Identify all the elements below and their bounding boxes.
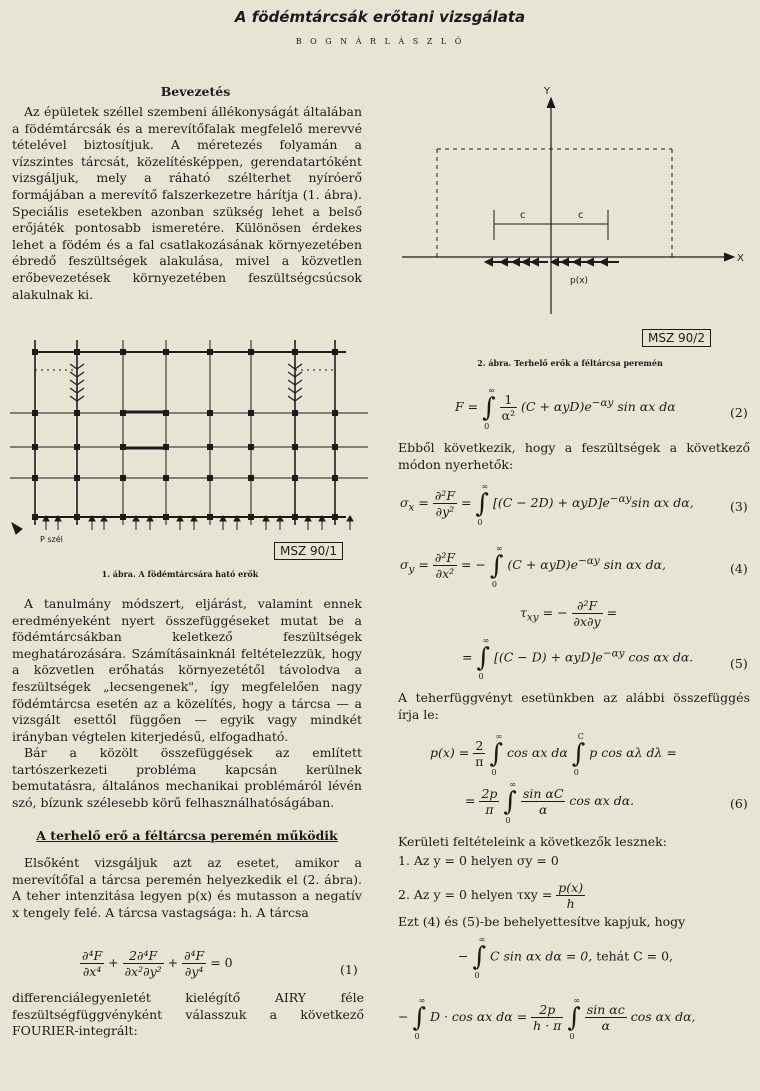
- heading-section-2: A terhelő erő a féltárcsa peremén működik: [36, 828, 338, 843]
- eq5-number: (5): [730, 656, 748, 671]
- fig1-stamp: MSZ 90/1: [274, 542, 343, 560]
- figure-1: [10, 330, 368, 555]
- paragraph-4: Elsőként vizsgáljuk azt az esetet, amikor a merevítőfal a tárcsa peremén helyezkedik el (2. ábra). A teher intenzitása legyen p(x) és mutasson a negatív x tengely felé. A tárcsa vastagsága: h. A tárcsa: [12, 855, 362, 920]
- load-px-label: p(x): [570, 276, 589, 286]
- fig2-caption: 2. ábra. Terhelő erők a féltárcsa peremén: [477, 358, 663, 368]
- eq3-number: (3): [730, 499, 748, 514]
- condition-2-text: 2. Az y = 0 helyen τxy =: [398, 887, 553, 902]
- result-2: − ∫ ∞ 0 D · cos αx dα = $\frac{2p}{h \cdot \pi}$ ∫ ∞ 0 $\frac{\text{sin αc}}{\alpha}$ cos αx dα,: [398, 995, 696, 1041]
- equation-5b: = ∫ ∞ 0 $[(C - D) + \alpha yD]e^{-\alpha y}$ cos αx dα.: [462, 636, 694, 681]
- heading-intro: Bevezetés: [160, 84, 231, 99]
- figure-2: [392, 82, 760, 322]
- text-b: A teherfüggvényt esetünkben az alábbi összefüggés írja le:: [398, 690, 750, 722]
- equation-4: $\sigma_y$ = $\frac{\text{∂²F}}{\text{∂x²}}$ = − ∫ ∞ 0 $(C + \alpha yD)e^{-\alpha y}$ sin αx dα,: [400, 543, 667, 589]
- dim-c-right: c: [578, 210, 584, 221]
- intro-paragraph: Az épületek széllel szembeni állékonyságát általában a födémtárcsák és a merevítőfalak megfelelő merevvé tételével biztosítjuk. A méretezés folyamán a vízszintes tárcsát, közelítésképpen, gerendatartóként vizsgáljuk, mely a ráható szélterhet nyíróerő formájában a merevítő falszerkezetre hárítja (1. ábra). Speciális esetekben azonban szükség lehet a belső erőjáték pontosabb ismeretére. Különösen érdekes lehet a födém és a fal csatlakozásának környezetében ébredő feszültségek alakulása, mivel a közvetlen erőbevezetések környezetében feszültségcsúcsok alakulnak ki.: [12, 104, 362, 302]
- axis-x-label: X: [737, 253, 744, 264]
- author: B O G N Á R L Á S Z L Ó: [295, 37, 465, 46]
- eq6-number: (6): [730, 796, 748, 811]
- result-1-tail: tehát C = 0,: [596, 948, 674, 964]
- equation-3: $\sigma_x$ = $\frac{\text{∂²F}}{\text{∂y²}}$ = ∫ ∞ 0 $[(C - 2D) + \alpha yD]e^{-\alpha y}\sin$ αx dα,: [400, 481, 694, 527]
- fig1-caption: 1. ábra. A födémtárcsára ható erők: [101, 569, 259, 579]
- paragraph-5: differenciálegyenletét kielégítő AIRY féle feszültségfüggvényként válasszuk a következő FOURIER-integrált:: [12, 990, 364, 1039]
- paragraph-2: A tanulmány módszert, eljárást, valamint ennek eredményeként nyert összefüggéseket mutat be a födémtárcsákban keletkező feszültségek meghatározására. Számításainknál feltételezzük, hogy a közvetlen erőhatás környezetétől távolodva a feszültségek „lecsengenek", így megfelelően nagy födémtárcsa esetén az a közelítés, hogy a tárcsa — a vizsgált esettől függően — egyik vagy mindkét irányban végtelen kiterjedésű, elfogadható.: [12, 596, 362, 744]
- equation-5a: $\tau_{xy}$ = − $\frac{\text{∂²F}}{\partial x\partial y}$ =: [520, 598, 618, 629]
- equation-6a: p(x) = $\frac{2}{\pi}$ ∫ ∞ 0 cos αx dα ∫ C 0 p cos αλ dλ =: [430, 731, 677, 777]
- condition-1: 1. Az y = 0 helyen σy = 0: [398, 853, 559, 868]
- eq4-number: (4): [730, 561, 748, 576]
- eq1-number: (1): [340, 962, 358, 977]
- equation-6b: = $\frac{2p}{\pi}$ ∫ ∞ 0 $\frac{\text{sin αC}}{\alpha}$ cos αx dα.: [465, 779, 635, 825]
- equation-2: F = ∫ ∞ 0 $\frac{1}{\text{α²}}$ $(C + \alpha yD)e^{-\alpha y}$ sin αx dα: [455, 385, 676, 431]
- eq2-number: (2): [730, 405, 748, 420]
- result-1: − ∫ ∞ 0 C sin αx dα = 0, tehát C = 0,: [458, 935, 674, 980]
- text-d: Ezt (4) és (5)-be behelyettesítve kapjuk, hogy: [398, 914, 686, 929]
- text-a: Ebből következik, hogy a feszültségek a következő módon nyerhetők:: [398, 440, 750, 472]
- condition-2: 2. Az y = 0 helyen τxy = $\frac{p(x)}{h}$: [398, 880, 584, 911]
- wind-load-label: P szél: [40, 535, 63, 544]
- equation-1: $\frac{\text{∂⁴F}}{\text{∂x⁴}}$ + $\frac{\text{2∂⁴F}}{\text{∂x²∂y²}}$ + $\frac{\text{∂⁴F}}{\text{∂y⁴}}$ = 0: [82, 948, 233, 979]
- text-c: Kerületi feltételeink a következők lesznek:: [398, 834, 667, 849]
- axis-y-label: Y: [544, 86, 551, 97]
- dim-c-left: c: [520, 210, 526, 221]
- paragraph-3: Bár a közölt összefüggések az említett tartószerkezeti probléma kapcsán kerülnek bemutatásra, általános mechanikai problémáról lévén szó, bízunk szélesebb körű felhasználhatóságában.: [12, 745, 362, 810]
- article-title: A födémtárcsák erőtani vizsgálata: [234, 8, 526, 26]
- fig2-stamp: MSZ 90/2: [642, 329, 711, 347]
